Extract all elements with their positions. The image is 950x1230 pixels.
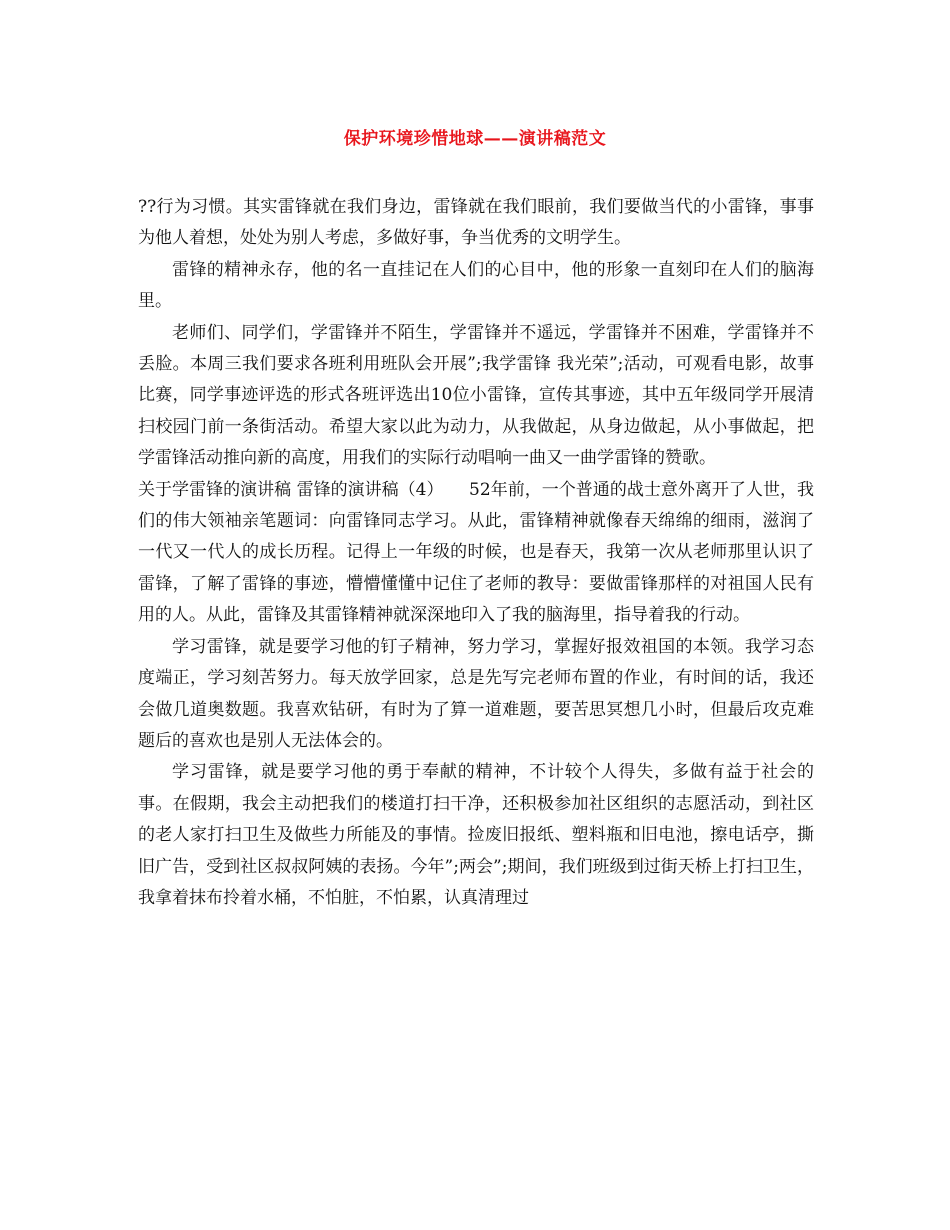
paragraph: 关于学雷锋的演讲稿 雷锋的演讲稿（4） 52年前，一个普通的战士意外离开了人世，我们的伟大领袖亲笔题词：向雷锋同志学习。从此，雷锋精神就像春天绵绵的细雨，滋润了一代又一代人的成长历程。记得上一年级的时候，也是春天，我第一次从老师那里认识了雷锋，了解了雷锋的事迹，懵懵懂懂中记住了老师的教导：要做雷锋那样的对祖国人民有用的人。从此，雷锋及其雷锋精神就深深地印入了我的脑海里，指导着我的行动。: [138, 479, 814, 626]
paragraph: 老师们、同学们，学雷锋并不陌生，学雷锋并不遥远，学雷锋并不困难，学雷锋并不丢脸。本周三我们要求各班利用班队会开展”;我学雷锋 我光荣”;活动，可观看电影，故事比赛，同学事迹评选的形式各班评选出10位小雷锋，宣传其事迹，其中五年级同学开展清扫校园门前一条街活动。希望大家以此为动力，从我做起，从身边做起，从小事做起，把学雷锋活动推向新的高度，用我们的实际行动唱响一曲又一曲学雷锋的赞歌。: [138, 322, 814, 469]
paragraph: 学习雷锋，就是要学习他的钉子精神，努力学习，掌握好报效祖国的本领。我学习态度端正，学习刻苦努力。每天放学回家，总是先写完老师布置的作业，有时间的话，我还会做几道奥数题。我喜欢钻研，有时为了算一道难题，要苦思冥想几小时，但最后攻克难题后的喜欢也是别人无法体会的。: [138, 636, 814, 751]
paragraph: 学习雷锋，就是要学习他的勇于奉献的精神，不计较个人得失，多做有益于社会的事。在假期，我会主动把我们的楼道打扫干净，还积极参加社区组织的志愿活动，到社区的老人家打扫卫生及做些力所能及的事情。捡废旧报纸、塑料瓶和旧电池，擦电话亭，撕旧广告，受到社区叔叔阿姨的表扬。今年”;两会”;期间，我们班级到过街天桥上打扫卫生，我拿着抹布拎着水桶，不怕脏，不怕累，认真清理过: [138, 762, 814, 908]
paragraph: ??行为习惯。其实雷锋就在我们身边，雷锋就在我们眼前，我们要做当代的小雷锋，事事为他人着想，处处为别人考虑，多做好事，争当优秀的文明学生。: [138, 197, 814, 249]
document-title: 保护环境珍惜地球——演讲稿范文: [343, 129, 607, 149]
paragraph: 雷锋的精神永存，他的名一直挂记在人们的心目中，他的形象一直刻印在人们的脑海里。: [138, 259, 814, 312]
document-body: [138, 192, 814, 914]
